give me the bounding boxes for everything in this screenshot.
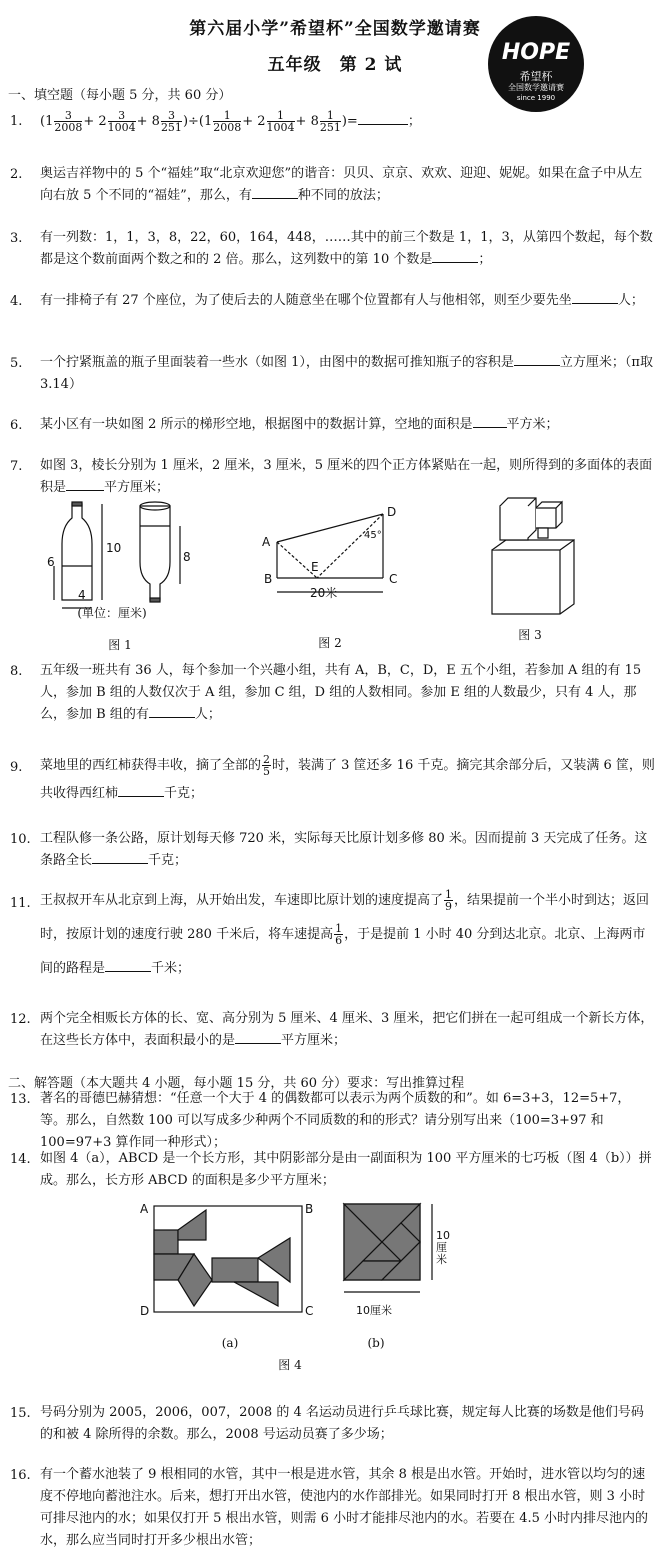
fig4a-label-A: A (140, 1202, 149, 1216)
question-14: 如图 4（a），ABCD 是一个长方形，其中阴影部分是由一副面积为 100 平方厘米的七巧板（图 4（b））拼成。那么，长方形 ABCD 的面积是多少平方厘米； (40, 1151, 652, 1188)
fig4b-side-label: 10厘米 (356, 1304, 392, 1317)
fig4b-vside-label: 10厘米 (436, 1229, 450, 1266)
fig1-h6-label: 6 (47, 555, 55, 569)
fig1-unit: (单位：厘米) (77, 606, 147, 620)
question-number: 11. (10, 896, 31, 911)
answer-blank (473, 415, 507, 428)
figure-4a-tangram-rect (150, 1196, 310, 1316)
answer-blank (118, 784, 164, 797)
question-number: 6. (10, 418, 23, 433)
fig2-caption: 图 2 (318, 636, 342, 650)
question-number: 8. (10, 664, 23, 679)
answer-blank (252, 186, 298, 199)
question-number: 2. (10, 167, 23, 182)
fig2-label-C: C (389, 572, 398, 586)
answer-blank (514, 353, 560, 366)
fig1-h8-label: 8 (183, 550, 191, 564)
fig1-w4-label: 4 (78, 588, 86, 602)
question-4: 有一排椅子有 27 个座位，为了使后去的人随意坐在哪个位置都有人与他相邻，则至少要先坐 人； (40, 293, 644, 308)
question-15: 号码分别为 2005，2006，007，2008 的 4 名运动员进行乒乓球比赛，规定每人比赛的场数是他们号码的和被 4 除所得的余数。那么，2008 号运动员赛了多少场； (40, 1405, 644, 1442)
fig2-label-E: E (311, 560, 319, 574)
fig2-label-A: A (262, 535, 271, 549)
answer-blank (432, 250, 478, 263)
question-number: 3. (10, 231, 23, 246)
answer-blank (572, 291, 618, 304)
answer-blank (358, 112, 408, 125)
question-1: (1 $\frac{3}{2008}$ + 2 $\frac{3}{1004}$ + 8 $\frac{3}{251}$ )÷(1 $\frac{1}{2008}$ + 2 $\frac{1}{1004}$ + 8 $\frac{1}{251}$ )= ； (40, 109, 421, 134)
page-subtitle: 五年级 第 2 试 (267, 55, 403, 75)
fig1-h10-label: 10 (106, 541, 122, 555)
fig4a-label-B: B (305, 1202, 314, 1216)
question-number: 7. (10, 459, 23, 474)
question-16: 有一个蓄水池装了 9 根相同的水管，其中一根是进水管，其余 8 根是出水管。开始时，进水管以均匀的速度不停地向蓄池注水。后来，想打开出水管，使池内的水作部排光。如果同时打开 8 根出水管，则 3 小时可排尽池内的水；如果仅打开 5 根出水管，则需 6 小时才能排尽池内的水。若要在 4.5 小时内排尽池内的水，那么应当同时打开多少根出水管； (40, 1467, 649, 1548)
figure-4b-tangram-square (338, 1196, 448, 1316)
answer-blank (105, 959, 151, 972)
answer-blank (235, 1031, 281, 1044)
section-heading-fill: 一、填空题（每小题 5 分，共 60 分） (8, 88, 232, 103)
fig4a-label-C: C (305, 1304, 314, 1318)
fig4a-caption: (a) (221, 1336, 239, 1350)
hope-logo: HOPE 希望杯 全国数学邀请赛 since 1990 (488, 16, 584, 112)
question-number: 4. (10, 294, 23, 309)
question-number: 1. (10, 114, 23, 129)
question-13: 著名的哥德巴赫猜想：“任意一个大于 4 的偶数都可以表示为两个质数的和”。如 6=3+3，12=5+7，等。那么，自然数 100 可以写成多少种两个不同质数的和的形式？请分别写出来（100=3+97 和 100=97+3 算作同一种形式）； (40, 1091, 631, 1150)
page-title: 第六届小学”希望杯”全国数学邀请赛 (189, 19, 481, 39)
question-11: 王叔叔开车从北京到上海，从开始出发，车速即比原计划的速度提高了 $\frac{1}{9}$ ，结果提前一个半小时到达；返回时，按原计划的速度行驶 280 千米后，将车速提高 $\frac{1}{6}$ ，于是提前 1 小时 40 分到达北京。北京、上海两市间的路程是 千米； (40, 888, 650, 976)
fig3-caption: 图 3 (518, 628, 542, 642)
fig4a-label-D: D (140, 1304, 150, 1318)
question-number: 9. (10, 760, 23, 775)
question-number: 14. (10, 1152, 31, 1167)
question-number: 12. (10, 1012, 31, 1027)
answer-blank (149, 705, 195, 718)
question-number: 15. (10, 1406, 31, 1421)
question-5: 一个拧紧瓶盖的瓶子里面装着一些水（如图 1），由图中的数据可推知瓶子的容积是 立方厘米；（π取 3.14） (40, 355, 653, 392)
question-12: 两个完全相贩长方体的长、宽、高分别为 5 厘米、4 厘米、3 厘米，把它们拼在一起可组成一个新长方体，在这些长方体中，表面积最小的是 平方厘米； (40, 1011, 654, 1048)
fig2-label-B: B (264, 572, 273, 586)
fig2-label-D: D (387, 505, 397, 519)
question-10: 工程队修一条公路，原计划每天修 720 米，实际每天比原计划多修 80 米。因而提前 3 天完成了任务。这条路全长 千克； (40, 831, 648, 868)
fig4b-caption: (b) (367, 1336, 385, 1350)
answer-blank (66, 478, 104, 491)
section-heading-solve: 二、解答题（本大题共 4 小题，每小题 15 分，共 60 分）要求：写出推算过程 (8, 1076, 465, 1091)
fig2-angle: 45° (364, 530, 382, 541)
question-2: 奥运吉祥物中的 5 个“福娃”取“北京欢迎您”的谐音：贝贝、京京、欢欢、迎迎、妮妮。如果在盒子中从左向右放 5 个不同的“福娃”，那么，有 种不同的放法； (40, 166, 643, 203)
answer-blank (92, 851, 148, 864)
question-3: 有一列数：1，1，3，8，22，60，164，448，……其中的前三个数是 1，1，3，从第四个数起，每个数都是这个数前面两个数之和的 2 倍。那么，这列数中的第 10 个数是 ； (40, 230, 653, 267)
question-7: 如图 3，棱长分别为 1 厘米，2 厘米，3 厘米，5 厘米的四个正方体紧贴在一起，则所得到的多面体的表面积是 平方厘米； (40, 458, 653, 495)
fig4-caption: 图 4 (278, 1358, 302, 1372)
figure-1-bottles (40, 496, 200, 616)
question-6: 某小区有一块如图 2 所示的梯形空地，根据图中的数据计算，空地的面积是 平方米； (40, 417, 559, 432)
figure-3-cubes (488, 494, 588, 619)
question-9: 菜地里的西红柿获得丰收，摘了全部的 $\frac{2}{5}$ 时，装满了 3 筐还多 16 千克。摘完其余部分后，又装满 6 筐，则共收得西红柿 千克； (40, 753, 655, 801)
question-number: 10. (10, 832, 31, 847)
fig1-caption: 图 1 (108, 638, 132, 652)
question-8: 五年级一班共有 36 人，每个参加一个兴趣小组，共有 A，B，C，D，E 五个小组，若参加 A 组的有 15 人，参加 B 组的人数仅次于 A 组，参加 C 组，D 组的人数相同。参加 E 组的人数最少，只有 4 人，那么，参加 B 组的有 人； (40, 663, 642, 722)
question-number: 5. (10, 356, 23, 371)
question-number: 16. (10, 1468, 31, 1483)
question-number: 13. (10, 1092, 31, 1107)
fig2-length: 20米 (310, 586, 338, 600)
